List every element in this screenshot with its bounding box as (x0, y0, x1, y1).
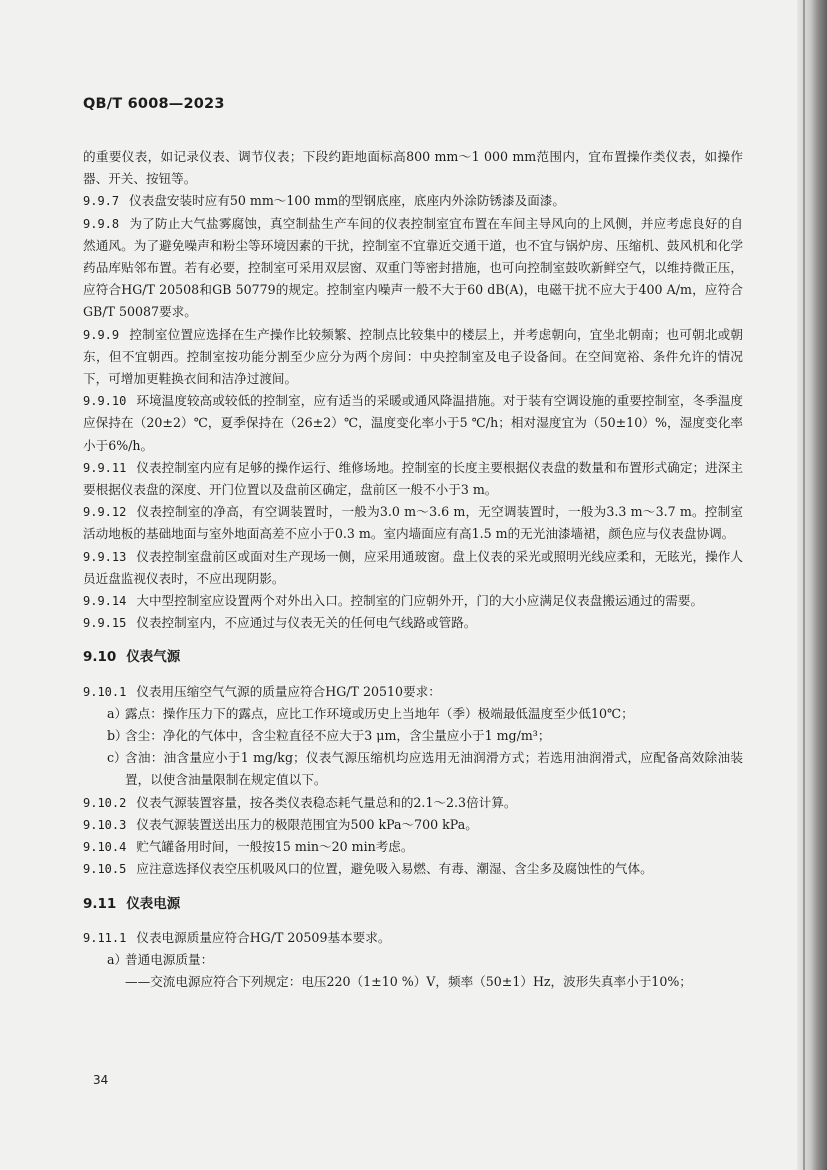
clause-text: 仪表气源装置容量，按各类仪表稳态耗气量总和的2.1～2.3倍计算。 (136, 794, 517, 810)
clause-text: 贮气罐备用时间，一般按15 min～20 min考虑。 (136, 839, 414, 855)
clause-number: 9.9.11 (83, 460, 127, 475)
section-heading-9-10 (83, 646, 743, 668)
clause-number: 9.9.8 (83, 216, 120, 231)
page-edge-shadow (797, 0, 827, 1170)
list-item-b (83, 725, 743, 747)
list-marker: a） (107, 951, 128, 967)
clause-text: 仪表控制室盘前区或面对生产现场一侧，应采用通玻窗。盘上仪表的采光或照明光线应柔和，无眩光，操作人员近盘监视仪表时，不应出现阴影。 (83, 548, 743, 586)
paragraph-continuation: 的重要仪表，如记录仪表、调节仪表；下段约距地面标高800 mm～1 000 mm范围内，宜布置操作类仪表，如操作器、开关、按钮等。 (83, 149, 743, 187)
clause-number: 9.10.1 (83, 684, 127, 699)
standard-code-header: QB/T 6008—2023 (83, 96, 225, 112)
clause-text: 环境温度较高或较低的控制室，应有适当的采暖或通风降温措施。对于装有空调设施的重要控制室，冬季温度应保持在（20±2）℃，夏季保持在（26±2）℃，温度变化率小于5 ℃/h；相对湿度宜为（50±10）%，湿度变化率小于6%/h。 (83, 393, 743, 453)
clause-9-9-14 (83, 590, 743, 612)
section-title: 仪表电源 (126, 895, 181, 912)
clause-9-9-7 (83, 190, 743, 212)
clause-text: 仪表控制室内，不应通过与仪表无关的任何电气线路或管路。 (136, 615, 477, 631)
clause-9-9-12 (83, 501, 743, 545)
clause-9-9-11 (83, 457, 743, 501)
clause-9-10-4 (83, 836, 743, 858)
clause-number: 9.9.7 (83, 194, 120, 209)
clause-number: 9.10.4 (83, 840, 127, 855)
clause-text: 仪表控制室的净高，有空调装置时，一般为3.0 m～3.6 m，无空调装置时，一般为3.3 m～3.7 m。控制室活动地板的基础地面与室外地面高差不应小于0.3 m。室内墙面应有高1.5 m的无光油漆墙裙，颜色应与仪表盘协调。 (83, 504, 743, 542)
list-marker: a） (107, 705, 128, 721)
section-heading-9-11 (83, 893, 743, 915)
clause-number: 9.9.12 (83, 505, 127, 520)
clause-number: 9.9.15 (83, 616, 127, 631)
clause-number: 9.9.10 (83, 394, 127, 409)
clause-9-10-5 (83, 858, 743, 880)
clause-text: 仪表电源质量应符合HG/T 20509基本要求。 (136, 929, 391, 945)
clause-text: 为了防止大气盐雾腐蚀，真空制盐生产车间的仪表控制室宜布置在车间主导风向的上风侧，并应考虑良好的自然通风。为了避免噪声和粉尘等环境因素的干扰，控制室不宜靠近交通干道，也不宜与锅炉房、压缩机、鼓风机和化学药品库贴邻布置。若有必要，控制室可采用双层窗、双重门等密封措施，也可向控制室鼓吹新鲜空气，以维持微正压，应符合HG/T 20508和GB 50779的规定。控制室内噪声一般不大于60 dB(A)，电磁干扰不应大于400 A/m，应符合GB/T 50087要求。 (83, 215, 743, 320)
list-item-text: 含油：油含量应小于1 mg/kg；仪表气源压缩机均应选用无油润滑方式；若选用油润滑式，应配备高效除油装置，以使含油量限制在规定值以下。 (125, 750, 743, 788)
list-item-text: 含尘：净化的气体中，含尘粒直径不应大于3 μm，含尘量应小于1 mg/m³； (125, 728, 551, 744)
list-marker: c） (107, 750, 127, 766)
clause-9-9-15 (83, 612, 743, 634)
clause-number: 9.11.1 (83, 930, 127, 945)
clause-9-10-3 (83, 814, 743, 836)
list-item-c (83, 747, 743, 791)
clause-9-10-2 (83, 792, 743, 814)
clause-text: 仪表控制室内应有足够的操作运行、维修场地。控制室的长度主要根据仪表盘的数量和布置形式确定；进深主要根据仪表盘的深度、开门位置以及盘前区确定，盘前区一般不小于3 m。 (83, 459, 743, 498)
clause-number: 9.10.3 (83, 817, 127, 832)
clause-9-9-9 (83, 324, 743, 391)
section-number: 9.11 (83, 895, 117, 912)
clause-number: 9.9.9 (83, 327, 120, 342)
clause-number: 9.9.14 (83, 594, 127, 609)
clause-text: 仪表用压缩空气气源的质量应符合HG/T 20510要求： (136, 683, 441, 699)
clause-text: 控制室位置应选择在生产操作比较频繁、控制点比较集中的楼层上，并考虑朝向，宜坐北朝南；也可朝北或朝东，但不宜朝西。控制室按功能分割至少应分为两个房间：中央控制室及电子设备间。在空间宽裕、条件允许的情况下，可增加更鞋换衣间和洁净过渡间。 (83, 326, 743, 387)
clause-9-11-1 (83, 927, 743, 949)
section-title: 仪表气源 (126, 649, 181, 666)
clause-9-9-8 (83, 213, 743, 324)
document-body (83, 146, 743, 993)
clause-number: 9.10.5 (83, 862, 127, 877)
list-item-text: 普通电源质量： (125, 951, 214, 967)
list-item-text: 露点：操作压力下的露点，应比工作环境或历史上当地年（季）极端最低温度至少低10℃； (125, 705, 634, 721)
clause-number: 9.10.2 (83, 795, 127, 810)
dash-item: ——交流电源应符合下列规定：电压220（1±10 %）V，频率（50±1）Hz，波形失真率小于10%； (125, 974, 692, 990)
list-item-a (83, 703, 743, 725)
clause-9-9-10 (83, 390, 743, 457)
clause-9-10-1 (83, 681, 743, 703)
page-edge-line (803, 0, 805, 1170)
page-number: 34 (93, 1073, 109, 1087)
clause-text: 仪表盘安装时应有50 mm～100 mm的型钢底座，底座内外涂防锈漆及面漆。 (129, 193, 565, 209)
clause-text: 应注意选择仪表空压机吸风口的位置，避免吸入易燃、有毒、潮湿、含尘多及腐蚀性的气体。 (136, 861, 653, 877)
clause-text: 大中型控制室应设置两个对外出入口。控制室的门应朝外开，门的大小应满足仪表盘搬运通过的需要。 (136, 593, 704, 609)
list-item-a (83, 949, 743, 971)
clause-number: 9.9.13 (83, 549, 127, 564)
section-number: 9.10 (83, 649, 117, 666)
list-marker: b） (107, 728, 128, 744)
clause-9-9-13 (83, 546, 743, 590)
clause-text: 仪表气源装置送出压力的极限范围宜为500 kPa～700 kPa。 (136, 816, 478, 832)
